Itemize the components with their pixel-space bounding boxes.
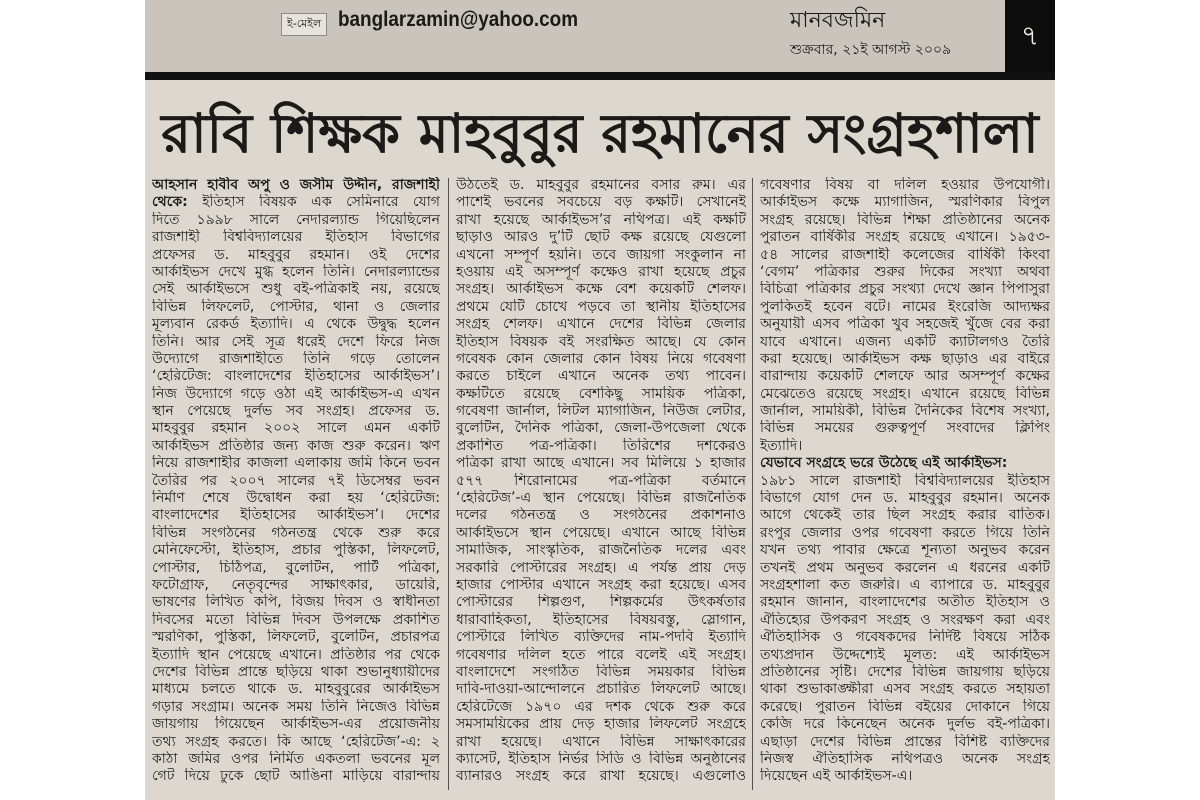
body-line: আর্কাইভস প্রতিষ্ঠার জন্য কাজ শুরু করেন। ঋণ bbox=[152, 437, 440, 454]
body-line: দিবসের মতো বিভিন্ন দিবস উপলক্ষে প্রকাশিত bbox=[152, 611, 440, 628]
body-line: ১৯৮১ সালে রাজশাহী বিশ্ববিদ্যালয়ের ইতিহাস bbox=[760, 472, 1050, 489]
body-line: উদ্যোগে রাজশাহীতে তিনি গড়ে তোলেন bbox=[152, 350, 440, 367]
page-header bbox=[145, 0, 1055, 72]
body-line: সমসাময়িকের প্রায় দেড় হাজার লিফলেট সংগ্রহে bbox=[456, 716, 746, 733]
masthead: মানবজমিন bbox=[790, 8, 886, 33]
body-line: সরকারি পোস্টারের সংগ্রহ। এ পর্যন্ত প্রায় দেড় bbox=[456, 559, 746, 576]
body-line: যখন তথ্য পাবার ক্ষেত্রে শূন্যতা অনুভব করেন bbox=[760, 542, 1050, 559]
body-line: ইত্যাদি। bbox=[760, 437, 803, 454]
body-line: কেজি দরে কিনেছেন অনেক দুর্লভ বই-পত্রিকা। bbox=[760, 716, 1050, 733]
lead-text: ইতিহাস বিষয়ক এক সেমিনারে যোগ bbox=[202, 194, 440, 211]
body-line: আগে থেকেই তার ছিল সংগ্রহ করার বাতিক। bbox=[760, 507, 1050, 524]
body-line: জার্নাল, সাময়িকী, বিভিন্ন দৈনিকের বিশেষ সংখ্যা, bbox=[760, 403, 1050, 420]
body-line: ‘বেগম’ পত্রিকার শুরুর দিকের সংখ্যা অথবা bbox=[760, 263, 1050, 280]
body-line: হওয়ায় এই অসম্পূর্ণ কক্ষেও রাখা হয়েছে প্রচুর bbox=[456, 263, 746, 280]
body-line: অনুযায়ী এসব পত্রিকা খুব সহজেই খুঁজে বের করা bbox=[760, 316, 1050, 333]
body-line: প্রতিষ্ঠানের সৃষ্টি। দেশের বিভিন্ন জায়গায় ছড়িয়ে bbox=[760, 663, 1050, 680]
body-line: নিজস্ব ঐতিহাসিক নথিপত্রও অনেক সংগ্রহ bbox=[760, 750, 1050, 767]
body-line: জায়গায় গিয়েছেন আর্কাইভস-এর প্রয়োজনীয় bbox=[152, 716, 440, 733]
body-line: সামাজিক, সাংস্কৃতিক, রাজনৈতিক দলের এবং bbox=[456, 542, 746, 559]
body-line: এছাড়া দেশের বিভিন্ন প্রান্তের বিশিষ্ট ব্যক্তিদের bbox=[760, 733, 1050, 750]
body-line: আর্কাইভসে স্থান পেয়েছে। এখানে আছে বিভিন্ন bbox=[456, 524, 746, 541]
body-line: বিচিত্রা পত্রিকার প্রচুর সংখ্যা দেখে জ্ঞান পিপাসুরা bbox=[760, 281, 1050, 298]
body-line: পোস্টার, চিঠিপত্র, বুলেটিন, পার্টি পত্রিকা, bbox=[152, 559, 440, 576]
body-line: ৫৪ সালের রাজশাহী কলেজের বার্ষিকী কিংবা bbox=[760, 246, 1050, 263]
body-line: ইতিহাস বিষয়ক বই সংরক্ষিত আছে। যে কোন bbox=[456, 333, 746, 350]
headline: রাবি শিক্ষক মাহবুবুর রহমানের সংগ্রহশালা bbox=[161, 101, 1039, 165]
body-line: এখনো সম্পূর্ণ হয়নি। তবে জায়গা সংকুলান না bbox=[456, 246, 746, 263]
body-line: গবেষক কোন জেলার কোন বিষয় নিয়ে গবেষণা bbox=[456, 350, 746, 367]
body-line: গবেষণার বিষয় বা দলিল হওয়ার উপযোগী। bbox=[760, 177, 1050, 193]
body-line: দাবি-দাওয়া-আন্দোলনে প্রচারিত লিফলেট আছে। bbox=[456, 681, 746, 698]
body-line: হাজার পোস্টার এখানে সংগ্রহ করা হয়েছে। এসব bbox=[456, 576, 746, 593]
subheading: যেভাবে সংগ্রহে ভরে উঠেছে এই আর্কাইভস: bbox=[760, 455, 1008, 472]
body-line: রাখা হয়েছে। এখানে বিভিন্ন সাক্ষাৎকারের bbox=[456, 733, 746, 750]
article-column-1 bbox=[152, 177, 440, 789]
article-column-2 bbox=[456, 177, 746, 789]
body-line: ইত্যাদি স্থান পেয়েছে এখানে। প্রতিষ্ঠার পর থেকে bbox=[152, 646, 440, 663]
body-line: রাজশাহী বিশ্ববিদ্যালয়ের ইতিহাস বিভাগের bbox=[152, 229, 440, 246]
column-divider bbox=[448, 178, 449, 790]
body-line: যাবে এখানে। এজন্য একটি ক্যাটালগও তৈরি bbox=[760, 333, 1050, 350]
body-line: রংপুর জেলার ওপর গবেষণা করতে গিয়ে তিনি bbox=[760, 524, 1050, 541]
body-line: পত্রিকা রাখা আছে এখানে। সব মিলিয়ে ১ হাজার bbox=[456, 455, 746, 472]
header-rule bbox=[145, 72, 1055, 80]
body-line: ধারাবাহিকতা, ইতিহাসের বিষয়বস্তু, স্লোগান, bbox=[456, 611, 746, 628]
body-line: ব্যানারও সংগ্রহ করে রাখা হয়েছে। এগুলোও bbox=[456, 768, 746, 785]
column-body bbox=[456, 177, 746, 786]
body-line: তিনি। আর সেই সূত্র ধরেই দেশে ফিরে নিজ bbox=[152, 333, 440, 350]
body-line: আর্কাইভস কক্ষে ম্যাগাজিন, স্মরণিকার বিপুল bbox=[760, 194, 1050, 211]
body-line: ঐতিহাসিক ও গবেষকদের নির্দিষ্ট বিষয়ে সঠিক bbox=[760, 629, 1050, 646]
body-line: পাশেই ভবনের সবচেয়ে বড় কক্ষটি। সেখানেই bbox=[456, 194, 746, 211]
body-line: দিয়েছেন এই আর্কাইভস-এ। bbox=[760, 768, 913, 785]
body-line: বিভিন্ন সময়ের গুরুত্বপূর্ণ সংবাদের ক্লিপিং bbox=[760, 420, 1050, 437]
lead-line bbox=[152, 194, 440, 211]
body-line: ফটোগ্রাফ, নেতৃবৃন্দের সাক্ষাৎকার, ডায়েরি, bbox=[152, 576, 440, 593]
body-line: কক্ষটিতে রয়েছে বেশকিছু সাময়িক পত্রিকা, bbox=[456, 385, 746, 402]
body-line: করেছে। পুরাতন বিভিন্ন বইয়ের দোকানে গিয়ে bbox=[760, 698, 1050, 715]
body-line: পুলকিতই হবেন বটে। নামের ইংরেজি আদ্যক্ষর bbox=[760, 298, 1050, 315]
body-line: ঐতিহ্যের উপকরণ সংগ্রহ ও সংরক্ষণ করা এবং bbox=[760, 611, 1050, 628]
body-line: বিভাগে যোগ দেন ড. মাহবুবুর রহমান। অনেক bbox=[760, 490, 1050, 507]
body-line: গবেষণার দলিল হতে পারে বলেই এই সংগ্রহ। bbox=[456, 646, 746, 663]
body-line: ‘হেরিটেজ: বাংলাদেশের ইতিহাসের আর্কাইভস’। bbox=[152, 368, 440, 385]
body-line: গেট দিয়ে ঢুকে ছোট আঙিনা মাড়িয়ে বারান্দায় bbox=[152, 768, 440, 785]
body-line: উঠতেই ড. মাহবুবুর রহমানের বসার রুম। এর bbox=[456, 177, 746, 193]
body-line: পোস্টারের শিল্পগুণ, শিল্পকর্মের উৎকর্ষতার bbox=[456, 594, 746, 611]
dateline: থেকে: bbox=[152, 194, 188, 211]
body-line: গবেষণা জার্নাল, লিটল ম্যাগাজিন, নিউজ লেটার, bbox=[456, 403, 746, 420]
newspaper-page bbox=[145, 0, 1055, 800]
body-line: তথ্যপ্রদান উদ্দেশ্যেই মূলত: এই আর্কাইভস bbox=[760, 646, 1050, 663]
body-line: তৈরির পর ২০০৭ সালের ৭ই ডিসেম্বর ভবন bbox=[152, 472, 440, 489]
body-line: নির্মাণ শেষে উদ্বোধন করা হয় ‘হেরিটেজ: bbox=[152, 490, 440, 507]
body-line: থাকা শুভাকাঙ্ক্ষীরা এসব সংগ্রহ করতে সহায়তা bbox=[760, 681, 1050, 698]
byline: আহসান হাবীব অপু ও জসীম উদ্দীন, রাজশাহী bbox=[152, 177, 440, 193]
body-line: কাঠা জমির ওপর নির্মিত একতলা ভবনের মূল bbox=[152, 750, 440, 767]
body-line: সংগ্রহশালা কত জরুরি। এ ব্যাপারে ড. মাহবুবুর bbox=[760, 576, 1050, 593]
body-line: পুরাতন বার্ষিকীর সংগ্রহ রয়েছে এখানে। ১৯৫৩- bbox=[760, 229, 1050, 246]
body-line: স্মরণিকা, পুস্তিকা, লিফলেট, বুলেটিন, প্রচারপত্র bbox=[152, 629, 440, 646]
column-body bbox=[760, 177, 1050, 455]
body-line: আর্কাইভস দেখে মুগ্ধ হলেন তিনি। নেদারল্যান্ডের bbox=[152, 263, 440, 280]
body-line: দলের গঠনতন্ত্র ও সংগঠনের প্রকাশনাও bbox=[456, 507, 746, 524]
body-line: হেরিটেজে ১৯৭০ এর দশক থেকে শুরু করে bbox=[456, 698, 746, 715]
body-line: দেশের বিভিন্ন প্রান্তে ছড়িয়ে থাকা শুভানুধ্যায়ীদের bbox=[152, 663, 440, 680]
body-line: রহমান জানান, বাংলাদেশের অতীত ইতিহাস ও bbox=[760, 594, 1050, 611]
body-line: করতে চাইলে এখানে অনেক তথ্য পাবেন। bbox=[456, 368, 746, 385]
article-column-3 bbox=[760, 177, 1050, 789]
body-line: ৫৭৭ শিরোনামের পত্র-পত্রিকা বর্তমানে bbox=[456, 472, 746, 489]
body-line: মেঝেতেও রয়েছে সংগ্রহ। এখানে রয়েছে বিভিন্ন bbox=[760, 385, 1050, 402]
body-line: বারান্দায় কয়েকটি শেলফে আর অসম্পূর্ণ কক্ষের bbox=[760, 368, 1050, 385]
body-line: প্রকাশিত পত্র-পত্রিকা। তিরিশের দশকেরও bbox=[456, 437, 746, 454]
body-line: তখনই প্রথম অনুভব করলেন এ ধরনের একটি bbox=[760, 559, 1050, 576]
body-line: মাহবুবুর রহমান ২০০২ সালে এমন একটি bbox=[152, 420, 440, 437]
column-divider bbox=[752, 178, 753, 790]
body-line: করা হয়েছে। আর্কাইভস কক্ষ ছাড়াও এর বাইরে bbox=[760, 350, 1050, 367]
body-line: বিভিন্ন সংগঠনের গঠনতন্ত্র থেকে শুরু করে bbox=[152, 524, 440, 541]
email-address: banglarzamin@yahoo.com bbox=[338, 8, 579, 31]
body-line: ভাষণের লিখিত কপি, বিজয় দিবস ও স্বাধীনতা bbox=[152, 594, 440, 611]
body-line: সংগ্রহ। আর্কাইভস কক্ষে বেশ কয়েকটি শেলফ। bbox=[456, 281, 746, 298]
column-body bbox=[152, 212, 440, 786]
email-label: ই-মেইল bbox=[281, 13, 327, 36]
body-line: সেই আর্কাইভসে শুধু বই-পত্রিকাই নয়, রয়েছে bbox=[152, 281, 440, 298]
body-line: ‘হেরিটেজ’-এ স্থান পেয়েছে। বিভিন্ন রাজনৈতিক bbox=[456, 490, 746, 507]
body-line: বুলেটিন, দৈনিক পত্রিকা, জেলা-উপজেলা থেকে bbox=[456, 420, 746, 437]
body-line: সংগ্রহ শেলফ। এখানে দেশের বিভিন্ন জেলার bbox=[456, 316, 746, 333]
column-body bbox=[760, 473, 1050, 786]
body-line: তথ্য সংগ্রহ করতে। কি আছে ‘হেরিটেজ’-এ: ২ bbox=[152, 733, 440, 750]
body-line: স্থান পেয়েছে দুর্লভ সব সংগ্রহ। প্রফেসর ড. bbox=[152, 403, 440, 420]
body-line: মূল্যবান রেকর্ড ইত্যাদি। এ থেকে উদ্বুদ্ধ হলেন bbox=[152, 316, 440, 333]
issue-date: শুক্রবার, ২১ই আগস্ট ২০০৯ bbox=[790, 42, 952, 58]
body-line: বিভিন্ন লিফলেট, পোস্টার, থানা ও জেলার bbox=[152, 298, 440, 315]
body-line: প্রথমে যেটি চোখে পড়বে তা স্থানীয় ইতিহাসের bbox=[456, 298, 746, 315]
body-line: মাধ্যমে চলতে থাকে ড. মাহবুবুরের আর্কাইভস bbox=[152, 681, 440, 698]
body-line: পোস্টারে লিখিত ব্যক্তিদের নাম-পদবি ইত্যাদি bbox=[456, 629, 746, 646]
body-line: ক্যাসেট, ইতিহাস নির্ভর সিডি ও বিভিন্ন অনুষ্ঠানের bbox=[456, 750, 746, 767]
body-line: নিয়ে রাজশাহীর কাজলা এলাকায় জমি কিনে ভবন bbox=[152, 455, 440, 472]
body-line: রাখা হয়েছে আর্কাইভস’র নথিপত্র। এই কক্ষটি bbox=[456, 211, 746, 228]
body-line: নিজ উদ্যোগে গড়ে ওঠা এই আর্কাইভস-এ এখন bbox=[152, 385, 440, 402]
body-line: দিতে ১৯৯৮ সালে নেদারল্যান্ড গিয়েছিলেন bbox=[152, 211, 440, 228]
body-line: ছাড়াও আরও দু’টি ছোট কক্ষ রয়েছে যেগুলো bbox=[456, 229, 746, 246]
body-line: মেনিফেস্টো, ইতিহাস, প্রচার পুস্তিকা, লিফলেট, bbox=[152, 542, 440, 559]
page-number: ৭ bbox=[1005, 0, 1055, 80]
body-line: প্রফেসর ড. মাহবুবুর রহমান। ওই দেশের bbox=[152, 246, 440, 263]
body-line: সংগ্রহ রয়েছে। বিভিন্ন শিক্ষা প্রতিষ্ঠানের অনেক bbox=[760, 211, 1050, 228]
body-line: বাংলাদেশে সংগঠিত বিভিন্ন সময়কার বিভিন্ন bbox=[456, 663, 746, 680]
body-line: গড়ার সংগ্রাম। অনেক সময় তিনি নিজেও বিভিন্ন bbox=[152, 698, 440, 715]
body-line: বাংলাদেশের ইতিহাসের আর্কাইভস’। দেশের bbox=[152, 507, 440, 524]
